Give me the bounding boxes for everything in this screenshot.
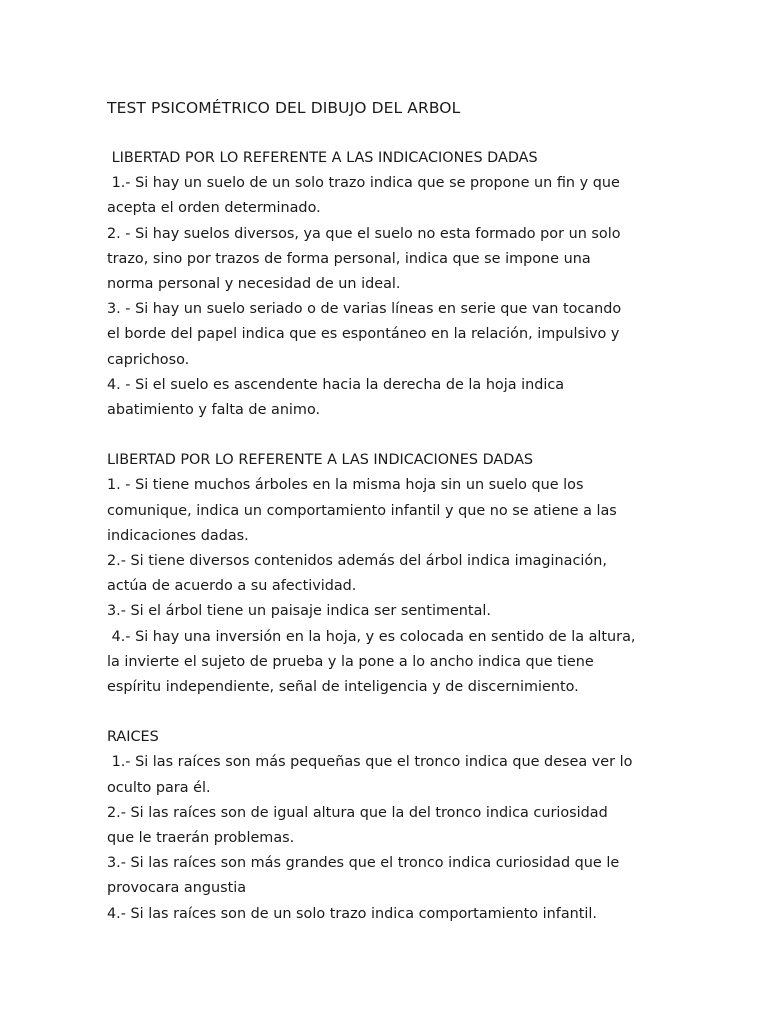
- paragraph-line: 2. - Si hay suelos diversos, ya que el suelo no esta formado por un solo: [107, 225, 621, 242]
- paragraph-line: que le traerán problemas.: [107, 830, 295, 847]
- section-heading: LIBERTAD POR LO REFERENTE A LAS INDICACIONES DADAS: [107, 452, 534, 469]
- document-page: [107, 96, 707, 952]
- paragraph-line: la invierte el sujeto de prueba y la pone a lo ancho indica que tiene: [107, 653, 594, 670]
- paragraph-line: 2.- Si tiene diversos contenidos además del árbol indica imaginación,: [107, 553, 607, 570]
- paragraph-line: el borde del papel indica que es espontáneo en la relación, impulsivo y: [107, 326, 620, 343]
- paragraph-line: comunique, indica un comportamiento infantil y que no se atiene a las: [107, 502, 617, 519]
- paragraph-line: oculto para él.: [107, 779, 211, 796]
- section-raices: [107, 725, 707, 927]
- paragraph-line: caprichoso.: [107, 351, 190, 368]
- paragraph-line: 2.- Si las raíces son de igual altura que la del tronco indica curiosidad: [107, 804, 608, 821]
- paragraph-line: 4.- Si las raíces son de un solo trazo indica comportamiento infantil.: [107, 905, 597, 922]
- section-suelo: [107, 146, 707, 423]
- section-arboles: [107, 448, 707, 700]
- paragraph-line: acepta el orden determinado.: [107, 200, 321, 217]
- section-heading: RAICES: [107, 729, 159, 746]
- paragraph-line: indicaciones dadas.: [107, 527, 249, 544]
- section-heading: LIBERTAD POR LO REFERENTE A LAS INDICACIONES DADAS: [107, 150, 538, 166]
- document-title: TEST PSICOMÉTRICO DEL DIBUJO DEL ARBOL: [107, 99, 461, 117]
- paragraph-line: norma personal y necesidad de un ideal.: [107, 276, 401, 293]
- paragraph-line: espíritu independiente, señal de inteligencia y de discernimiento.: [107, 679, 579, 696]
- paragraph-line: 4.- Si hay una inversión en la hoja, y es colocada en sentido de la altura,: [107, 628, 636, 645]
- paragraph-line: 3. - Si hay un suelo seriado o de varias líneas en serie que van tocando: [107, 301, 622, 318]
- paragraph-line: 1.- Si hay un suelo de un solo trazo indica que se propone un fin y que: [107, 175, 620, 192]
- paragraph-line: actúa de acuerdo a su afectividad.: [107, 578, 357, 595]
- paragraph-line: provocara angustia: [107, 880, 247, 897]
- paragraph-line: 1. - Si tiene muchos árboles en la misma hoja sin un suelo que los: [107, 477, 584, 494]
- paragraph-line: 3.- Si el árbol tiene un paisaje indica ser sentimental.: [107, 603, 491, 620]
- paragraph-line: trazo, sino por trazos de forma personal, indica que se impone una: [107, 250, 591, 267]
- paragraph-line: abatimiento y falta de animo.: [107, 402, 321, 419]
- paragraph-line: 3.- Si las raíces son más grandes que el tronco indica curiosidad que le: [107, 855, 620, 872]
- paragraph-line: 4. - Si el suelo es ascendente hacia la derecha de la hoja indica: [107, 376, 565, 393]
- paragraph-line: 1.- Si las raíces son más pequeñas que el tronco indica que desea ver lo: [107, 754, 633, 771]
